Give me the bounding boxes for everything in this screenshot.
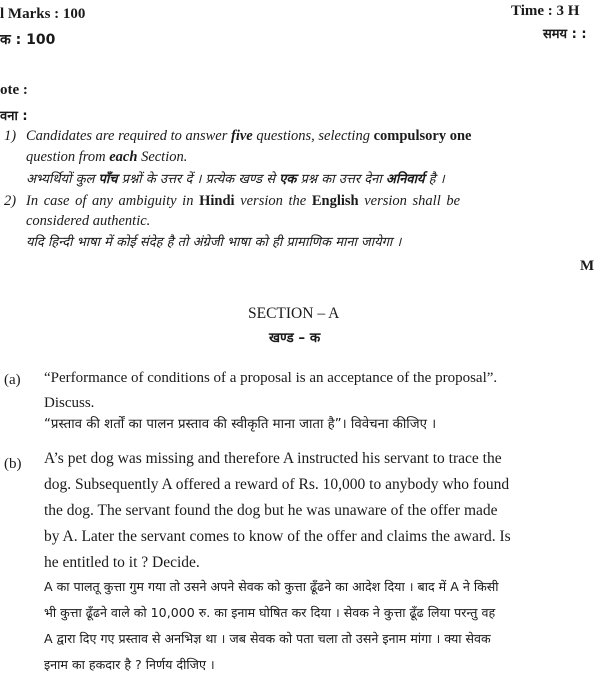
question-b-en-line5: he entitled to it ? Decide. [44, 554, 200, 571]
question-b-en-line1: A’s pet dog was missing and therefore A instructed his servant to trace the [44, 450, 502, 467]
question-a-en-line2: Discuss. [44, 395, 95, 411]
section-title-en: SECTION – A [248, 305, 340, 322]
question-b-hi-line3: A द्वारा दिए गए प्रस्ताव से अनभिज्ञ था । जब सेवक को पता चला तो उसने इनाम मांगा । क्या सेवक [44, 631, 491, 646]
total-marks-en: l Marks : 100 [0, 6, 86, 22]
question-a-label: (a) [4, 372, 21, 388]
margin-letter: M [580, 258, 595, 274]
question-b-en-line4: by A. Later the servant comes to know of the offer and claims the award. Is [44, 528, 511, 545]
note-2-en-line2: considered authentic. [26, 213, 151, 229]
section-title-hi: खण्ड – क [269, 330, 321, 346]
note-label-hi: वना : [0, 109, 28, 124]
time-en: Time : 3 H [511, 3, 580, 19]
note-2-en-line1: In case of any ambiguity in Hindi version the English version shall be [26, 193, 461, 209]
note-label-en: ote : [0, 82, 28, 98]
question-b-en-line3: the dog. The servant found the dog but he was unaware of the offer made [44, 502, 498, 519]
question-a-hi-line1: “प्रस्ताव की शर्तों का पालन प्रस्ताव की स्वीकृति माना जाता है”। विवेचना कीजिए । [44, 417, 437, 432]
question-b-label: (b) [4, 456, 22, 472]
question-a-en-line1: “Performance of conditions of a proposal is an acceptance of the proposal”. [44, 370, 498, 386]
note-1-hi: अभ्यर्थियों कुल पाँच प्रश्नों के उत्तर दें । प्रत्येक खण्ड से एक प्रश्न का उत्तर देना अनिवार्य है । [26, 172, 445, 187]
total-marks-hi: क : 100 [0, 32, 56, 48]
question-b-hi-line4: इनाम का हकदार है ? निर्णय दीजिए । [44, 657, 215, 672]
note-1-en-line1: Candidates are required to answer five questions, selecting compulsory one [26, 128, 472, 144]
question-b-hi-line1: A का पालतू कुत्ता गुम गया तो उसने अपने सेवक को कुत्ता ढूँढने का आदेश दिया । बाद में A ने किसी [44, 579, 499, 594]
note-1-number: 1) [4, 128, 17, 144]
time-hi: समय : : [543, 27, 587, 42]
question-b-en-line2: dog. Subsequently A offered a reward of Rs. 10,000 to anybody who found [44, 476, 510, 493]
note-2-number: 2) [4, 193, 17, 209]
note-1-en-line2: question from each Section. [26, 149, 188, 165]
question-b-hi-line2: भी कुत्ता ढूँढने वाले को 10,000 रु. का इनाम घोषित कर दिया । सेवक ने कुत्ता ढूँढ लिया परन्तु वह [44, 605, 496, 620]
note-2-hi: यदि हिन्दी भाषा में कोई संदेह है तो अंग्रेजी भाषा को ही प्रामाणिक माना जायेगा । [26, 235, 402, 250]
